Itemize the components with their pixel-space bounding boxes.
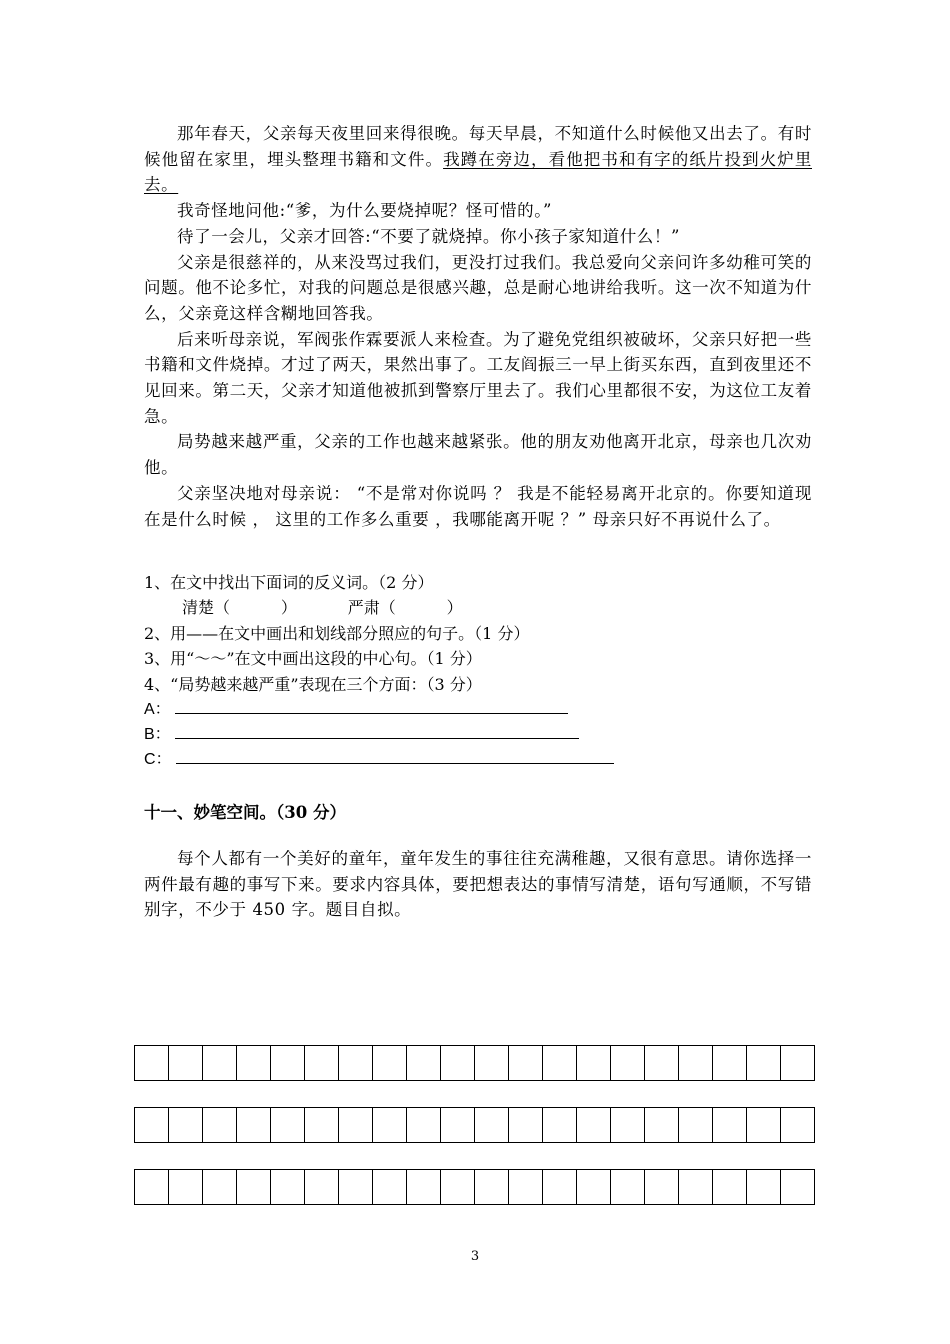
grid-cell[interactable] xyxy=(441,1046,475,1080)
grid-cell[interactable] xyxy=(373,1046,407,1080)
grid-cell[interactable] xyxy=(407,1108,441,1142)
grid-cell[interactable] xyxy=(577,1046,611,1080)
grid-cell[interactable] xyxy=(169,1108,203,1142)
grid-cell[interactable] xyxy=(135,1046,169,1080)
grid-cell[interactable] xyxy=(237,1046,271,1080)
grid-cell[interactable] xyxy=(577,1108,611,1142)
grid-cell[interactable] xyxy=(475,1046,509,1080)
passage-paragraph: 局势越来越严重，父亲的工作也越来越紧张。他的朋友劝他离开北京，母亲也几次劝他。 xyxy=(144,432,812,478)
writing-grid-row[interactable] xyxy=(134,1045,815,1081)
blank-line[interactable] xyxy=(176,749,614,764)
grid-cell[interactable] xyxy=(611,1108,645,1142)
grid-cell[interactable] xyxy=(509,1108,543,1142)
grid-cell[interactable] xyxy=(781,1046,815,1080)
grid-cell[interactable] xyxy=(373,1108,407,1142)
grid-cell[interactable] xyxy=(339,1170,373,1204)
grid-cell[interactable] xyxy=(747,1108,781,1142)
grid-cell[interactable] xyxy=(373,1170,407,1204)
passage-paragraph: 父亲坚决地对母亲说： “不是常对你说吗 ？ 我是不能轻易离开北京的。你要知道现在是什么时候 ， 这里的工作多么重要 ，我哪能离开呢 ？” 母亲只好不再说什么了。 xyxy=(144,483,812,529)
grid-cell[interactable] xyxy=(237,1170,271,1204)
grid-cell[interactable] xyxy=(169,1170,203,1204)
grid-cell[interactable] xyxy=(305,1170,339,1204)
passage-paragraph: 我奇怪地问他:“爹，为什么要烧掉呢？怪可惜的。” xyxy=(177,201,553,221)
blank-line[interactable] xyxy=(175,699,568,714)
grid-cell[interactable] xyxy=(543,1170,577,1204)
passage-text: 那年春天，父亲每天夜里回来得很晚。每天早晨，不知道什么时候他又出去了。有时候他留在家里，埋头整理书籍和文件。 xyxy=(144,124,812,169)
grid-cell[interactable] xyxy=(441,1108,475,1142)
grid-cell[interactable] xyxy=(543,1108,577,1142)
grid-cell[interactable] xyxy=(339,1046,373,1080)
grid-cell[interactable] xyxy=(679,1170,713,1204)
grid-cell[interactable] xyxy=(475,1170,509,1204)
grid-cell[interactable] xyxy=(781,1108,815,1142)
answer-label-b: B： xyxy=(144,726,171,743)
writing-grid-row[interactable] xyxy=(134,1107,815,1143)
grid-cell[interactable] xyxy=(747,1046,781,1080)
grid-cell[interactable] xyxy=(645,1046,679,1080)
grid-cell[interactable] xyxy=(169,1046,203,1080)
writing-grid-row[interactable] xyxy=(134,1169,815,1205)
grid-cell[interactable] xyxy=(747,1170,781,1204)
grid-cell[interactable] xyxy=(407,1046,441,1080)
question-1-words: 清楚（ ） 严肃（ ） xyxy=(182,598,463,617)
grid-cell[interactable] xyxy=(713,1170,747,1204)
answer-line-c[interactable] xyxy=(144,749,614,771)
passage-paragraph xyxy=(144,121,812,198)
grid-cell[interactable] xyxy=(543,1046,577,1080)
writing-prompt: 每个人都有一个美好的童年，童年发生的事往往充满稚趣，又很有意思。请你选择一两件最有趣的事写下来。要求内容具体，要把想表达的事情写清楚，语句写通顺，不写错别字，不少于 450 字。题目自拟。 xyxy=(144,849,812,920)
answer-label-a: A： xyxy=(144,701,171,718)
grid-cell[interactable] xyxy=(781,1170,815,1204)
section-title: 十一、妙笔空间。（30 分） xyxy=(144,803,346,822)
question-4: 4、“局势越来越严重”表现在三个方面：（3 分） xyxy=(144,675,482,694)
blank-line[interactable] xyxy=(175,724,579,739)
passage-paragraph: 后来听母亲说，军阀张作霖要派人来检查。为了避免党组织被破坏，父亲只好把一些书籍和文件烧掉。才过了两天，果然出事了。工友阎振三一早上街买东西，直到夜里还不见回来。第二天，父亲才知道他被抓到警察厅里去了。我们心里都很不安，为这位工友着急。 xyxy=(144,329,812,426)
question-1: 1、在文中找出下面词的反义词。（2 分） xyxy=(144,573,434,592)
grid-cell[interactable] xyxy=(509,1046,543,1080)
grid-cell[interactable] xyxy=(305,1046,339,1080)
grid-cell[interactable] xyxy=(509,1170,543,1204)
grid-cell[interactable] xyxy=(475,1108,509,1142)
question-3: 3、用“～～”在文中画出这段的中心句。（1 分） xyxy=(144,649,482,668)
grid-cell[interactable] xyxy=(645,1108,679,1142)
grid-cell[interactable] xyxy=(135,1170,169,1204)
grid-cell[interactable] xyxy=(339,1108,373,1142)
answer-line-b[interactable] xyxy=(144,724,579,746)
question-2: 2、用——在文中画出和划线部分照应的句子。（1 分） xyxy=(144,624,530,643)
grid-cell[interactable] xyxy=(135,1108,169,1142)
grid-cell[interactable] xyxy=(271,1046,305,1080)
grid-cell[interactable] xyxy=(611,1170,645,1204)
grid-cell[interactable] xyxy=(679,1108,713,1142)
grid-cell[interactable] xyxy=(271,1170,305,1204)
grid-cell[interactable] xyxy=(713,1046,747,1080)
grid-cell[interactable] xyxy=(611,1046,645,1080)
page-number: 3 xyxy=(470,1249,480,1264)
grid-cell[interactable] xyxy=(407,1170,441,1204)
grid-cell[interactable] xyxy=(713,1108,747,1142)
grid-cell[interactable] xyxy=(645,1170,679,1204)
grid-cell[interactable] xyxy=(203,1170,237,1204)
grid-cell[interactable] xyxy=(203,1046,237,1080)
grid-cell[interactable] xyxy=(203,1108,237,1142)
grid-cell[interactable] xyxy=(577,1170,611,1204)
grid-cell[interactable] xyxy=(305,1108,339,1142)
answer-label-c: C： xyxy=(144,751,172,768)
grid-cell[interactable] xyxy=(441,1170,475,1204)
grid-cell[interactable] xyxy=(237,1108,271,1142)
reading-passage xyxy=(144,121,812,532)
grid-cell[interactable] xyxy=(679,1046,713,1080)
underlined-sentence: 我蹲在旁边，看他把书和有字的纸片投到火炉里去。 xyxy=(144,149,812,195)
grid-cell[interactable] xyxy=(271,1108,305,1142)
answer-line-a[interactable] xyxy=(144,699,568,721)
passage-paragraph: 父亲是很慈祥的，从来没骂过我们，更没打过我们。我总爱向父亲问许多幼稚可笑的问题。他不论多忙，对我的问题总是很感兴趣，总是耐心地讲给我听。这一次不知道为什么，父亲竟这样含糊地回答我。 xyxy=(144,252,812,323)
passage-paragraph: 待了一会儿，父亲才回答:“不要了就烧掉。你小孩子家知道什么！” xyxy=(177,226,681,246)
